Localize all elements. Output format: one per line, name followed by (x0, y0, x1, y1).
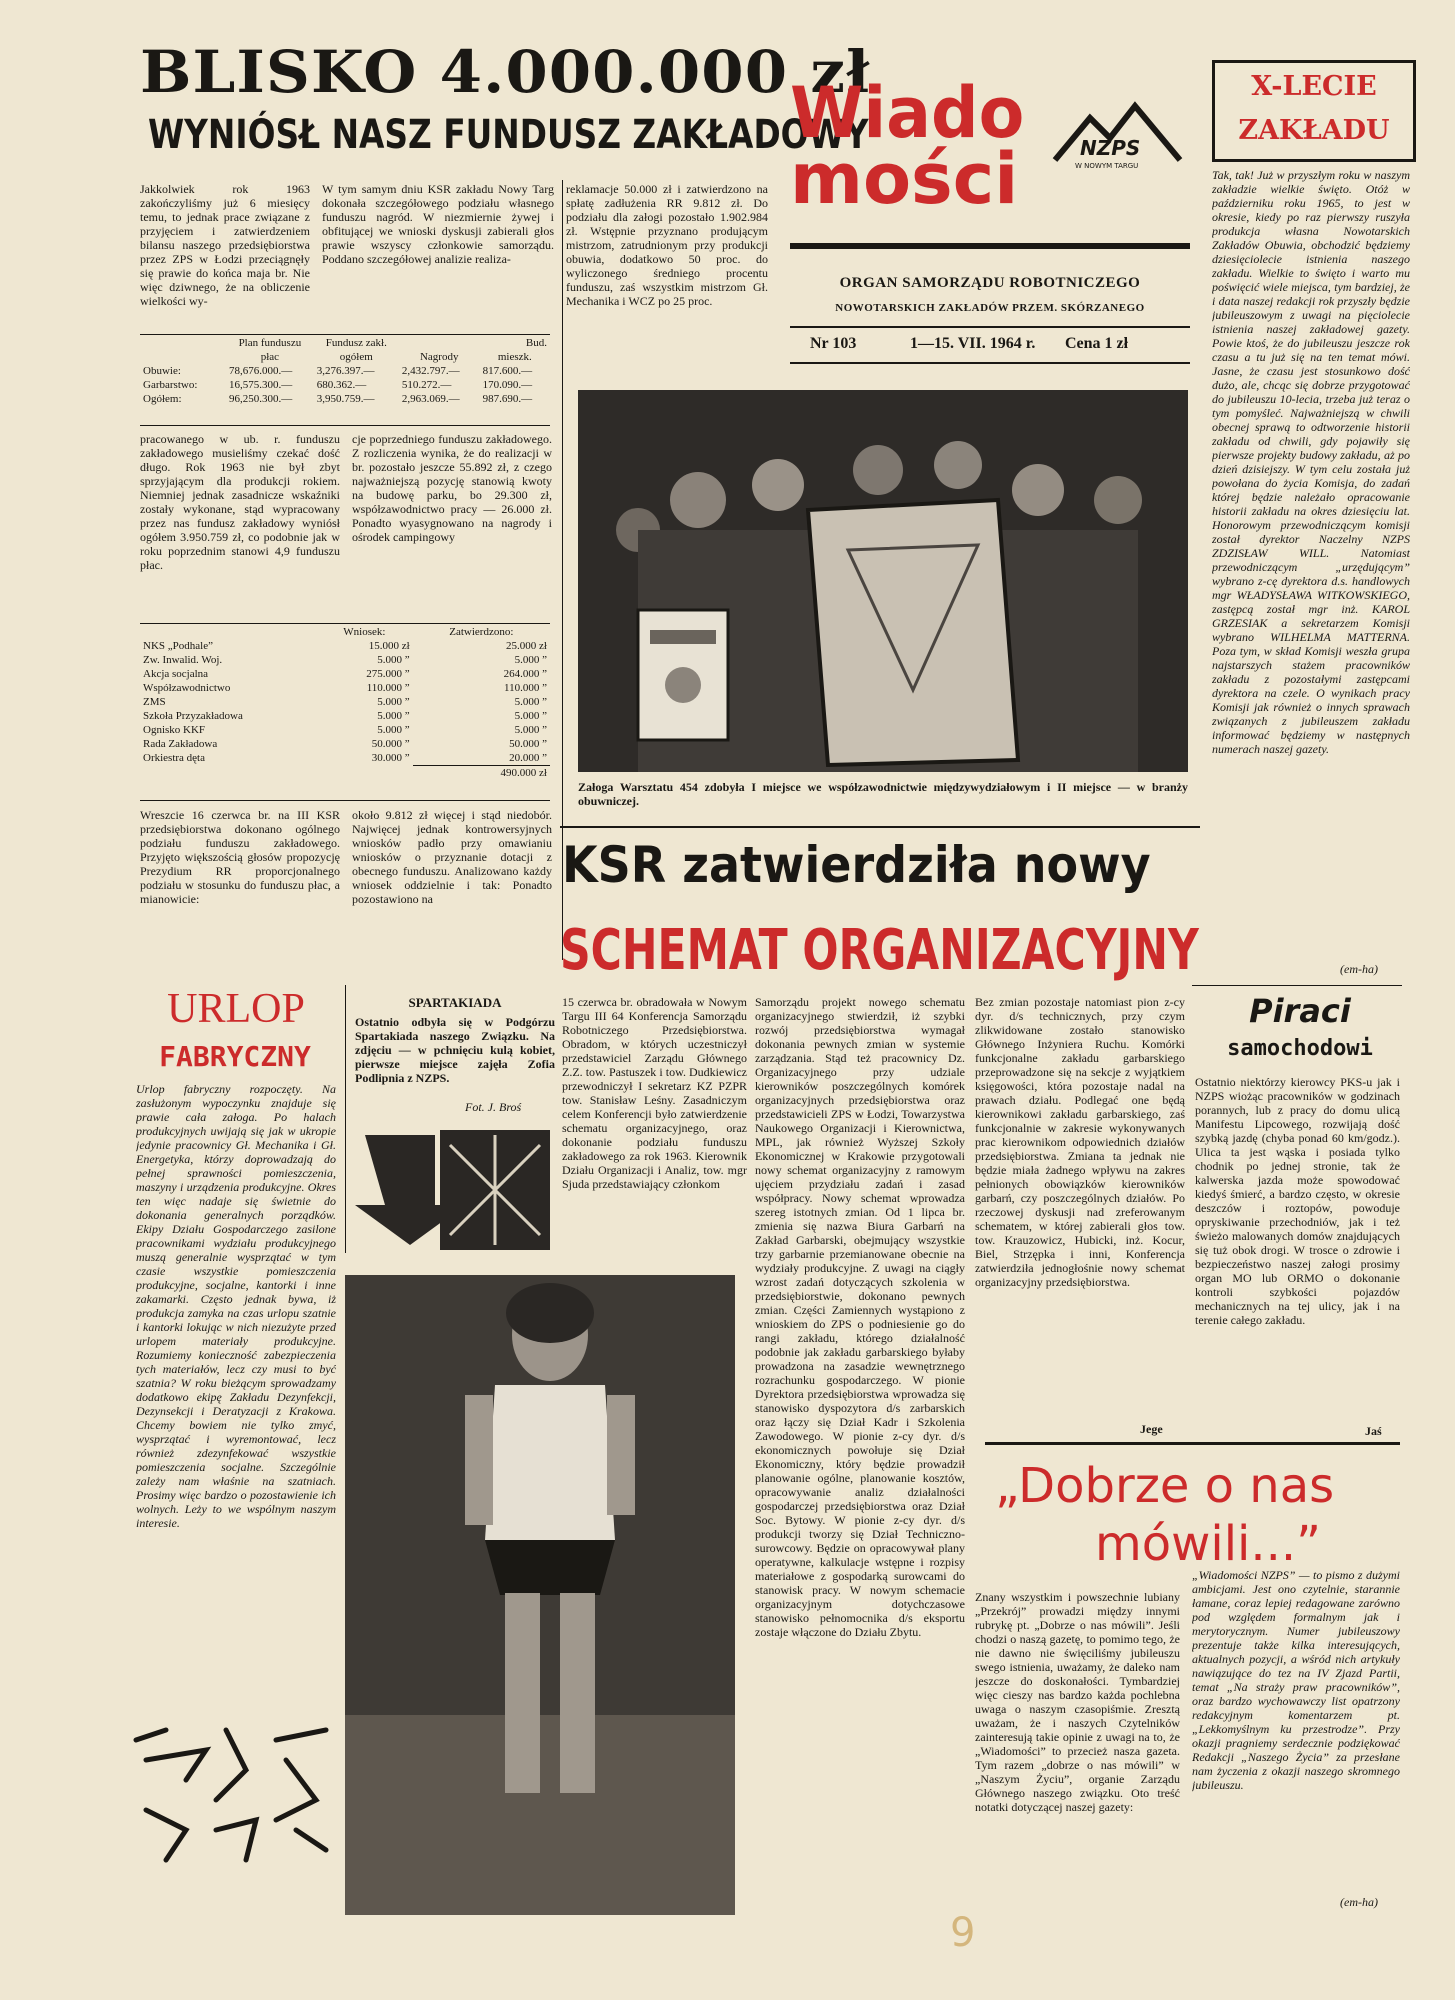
urlop-title-2: FABRYCZNY (159, 1040, 311, 1073)
spartakiada-photo-credit: Fot. J. Broś (465, 1100, 522, 1114)
team-photo-illustration (578, 390, 1188, 772)
ksr-col1: 15 czerwca br. obradowała w Nowym Targu III 64 Konferencja Samorządu Robotniczego Przedsiębiorstwa. Obradom, w których uczestniczył przedstawiciel Zarządu Głównego Z.Z. tow. Pastuszek i tow. Dudkiewicz przewodniczył I sekretarz KZ PZPR tow. Stanisław Leśny. Zasadniczym celem Konferencji było zatwierdzenie schematu organizacyjnego, oraz dokonanie podziału funduszu zakładowego za rok 1963. Kierownik Działu Organizacji i Analiz, tow. mgr Sjuda przedstawiający członkom (562, 995, 747, 1191)
fundusz-subheadline: WYNIÓSŁ NASZ FUNDUSZ ZAKŁADOWY (148, 112, 869, 158)
masthead-title-1: Wiado (790, 72, 1025, 154)
fundusz-col1: Jakkolwiek rok 1963 zakończyliśmy już 6 miesięcy temu, to jednak prace związane z przyjęciem i zatwierdzeniem bilansu naszego przedsiębiorstwa przez ZPS w Łodzi przeciągnęły się prawie do końca maja br. Nie więc dziwnego, że na obliczenie wielkości wy- (140, 182, 310, 308)
fundusz-col5: cje poprzedniego funduszu zakładowego. Z rozliczenia wynika, że do realizacji w br. pozostało jeszcze 55.892 zł, z czego najważniejszą pozycję stanowią kwoty na budowę parku, bo 29.300 zł, współzawodnictwo pracy — 26.000 zł. Ponadto wyasygnowano na nagrody i ośrodek campingowy (352, 432, 552, 544)
table-header: Fundusz zakł. (325, 337, 387, 349)
table-row: Współzawodnictwo 110.000 ” 110.000 ” (143, 682, 547, 694)
fundusz-col7: około 9.812 zł więcej i stąd niedobór. Najwięcej jednak kontrowersyjnych wniosków padło przy omawianiu wniosków o przyznanie dotacji z obecnego funduszu. Analizowano każdy wniosek oddzielnie i tak: Ponadto pozostawiono na (352, 808, 552, 906)
spartakiada-title: SPARTAKIADA (408, 995, 502, 1010)
nzps-logo-sub: W NOWYM TARGU (1075, 162, 1139, 170)
ksr-subheadline: SCHEMAT ORGANIZACYJNY (560, 918, 1199, 983)
table-row: Zw. Inwalid. Woj. 5.000 ” 5.000 ” (143, 654, 547, 666)
urlop-title-1: URLOP (167, 986, 305, 1032)
table-row: Akcja socjalna 275.000 ” 264.000 ” (143, 668, 547, 680)
table-header: Nagrody (419, 351, 459, 363)
piraci-title-2: samochodowi (1227, 1036, 1373, 1061)
spartakiada-text: Ostatnio odbyła się w Podgórzu Spartakiada naszego Związku. Na zdjęciu — w pchnięciu kulą kobiet, pierwsze miejsce zajęła Zofia Podlipnia z NZPS. (355, 1015, 555, 1085)
masthead-subtitle-2: NOWOTARSKICH ZAKŁADÓW PRZEM. SKÓRZANEGO (835, 302, 1145, 314)
piraci-title-1: Piraci (1249, 992, 1351, 1030)
ksr-col3: Bez zmian pozostaje natomiast pion z-cy dyr. d/s technicznych, przy czym zlikwidowane zostało stanowisko Głównego Inżyniera Ruchu. Komórki funkcjonalne zakładu garbarskiego przeprowadzone się na sekcje z wyjątkiem księgowości, która pozostaje nadal na prawach działu. Podlegać one będą kierownikowi zakładu garbarskiego, zaś funkcjonalnie w zakresie wykonywanych prac kierownikom odpowiednich działów przedsiębiorstwa. Zmiana ta jednak nie będzie miała żadnego wpływu na zakres pełnionych obowiązków kierowników garbarń, czy poszczególnych działów. Po rzeczowej dyskusji nad zreferowanym schematem, w której zabierali głos tow. tow. Krauzowicz, Hubicki, inż. Kocur, Biel, Strzępka i inni, Konferencja zatwierdziła jednogłośnie nowy schemat organizacyjny przedsiębiorstwa. (975, 995, 1185, 1289)
xlecie-signature: (em-ha) (1340, 962, 1378, 976)
table-header: Zatwierdzono: (449, 626, 514, 638)
table-row: Ogółem: 96,250.300.— 3,950.759.— 2,963.069.— 987.690.— (143, 393, 533, 405)
table-row: Orkiestra dęta 30.000 ” 20.000 ” (143, 752, 547, 765)
fundusz-col4: pracowanego w ub. r. funduszu zakładowego musieliśmy czekać dość długo. Rok 1963 nie był zbyt sprzyjającym dla produkcji rokiem. Niemniej jednak zasadnicze wskaźniki zostały wykonane, stąd wypracowany przez nas fundusz zakładowy wyniósł ogółem 3.950.759 zł, co podobnie jak w roku poprzednim stanowi 4,9 funduszu płac. (140, 432, 340, 572)
issue-number: Nr 103 (810, 335, 857, 352)
fundusz-table (140, 336, 550, 406)
xlecie-title-box (1212, 60, 1416, 162)
dobrze-col1: Znany wszystkim i powszechnie lubiany „Przekrój” prowadzi między innymi rubrykę pt. „Dobrze o nas mówili”. Jeśli chodzi o naszą gazetę, to pomimo tego, że nie dawno nie święciliśmy jubileuszu swego istnienia, uważamy, że daleko nam jeszcze do doskonałości. Tymbardziej więc cieszy nas bardzo każda pochlebna uwaga o naszym czasopiśmie. Zresztą uważam, że i naszych Czytelników zainteresują takie opinie z uwagi na to, że „Wiadomości” to przecież nasza gazeta. Tym razem „dobrze o nas mówili” w „Naszym Życiu”, organie Zarządu Głównego naszego związku. Oto treść notatki dotyczącej naszej gazety: (975, 1590, 1180, 1814)
piraci-text: Ostatnio niektórzy kierowcy PKS-u jak i NZPS wiożąc pracowników w godzinach porannych, lub z pracy do domu ulicą Manifestu Lipcowego, rozwijają dość szybką jazdę (chyba ponad 60 km/godz.). Ulica ta jest wąska i posiada tylko chodnik po jednej stronie, tak że kalwerska jazda może spowodować kiedyś śmierć, a bardzo często, w okresie deszczów i roztopów, powoduje opryskiwanie przechodniów, jak i też świeżo malowanych domów znajdujących się tuż obok drogi. W trosce o zdrowie i bezpieczeństwo naszej załogi prosimy organ MO lub ORMO o dokonanie kontroli szybkości pojazdów mechanicznych na tej ulicy, jak i na terenie całego zakładu. (1195, 1075, 1400, 1327)
decorative-sketch-icon (126, 1720, 336, 1870)
table-row: Szkoła Przyzakładowa 5.000 ” 5.000 ” (143, 710, 547, 722)
table-row: Garbarstwo: 16,575.300.— 680.362.— 510.272.— 170.090.— (143, 379, 533, 391)
spartakiada-graphic-icon (355, 1125, 555, 1255)
table-total: 490.000 zł (413, 766, 550, 781)
dobrze-signature: (em-ha) (1340, 1895, 1378, 1909)
fundusz-col3: reklamacje 50.000 zł i zatwierdzono na spłatę zadłużenia RR 9.812 zł. Do podziału dla załogi pozostało 1.902.984 zł. Wstępnie przyznano prodującym mistrzom, zatrudnionym przy produkcji obuwia, dodatkowo 50 proc. do wyliczonego średniego procentu funduszu, zaś wszystkim mistrzom Gł. Mechanika i WCZ po 25 proc. (566, 182, 768, 308)
fundusz-col2: W tym samym dniu KSR zakładu Nowy Targ dokonała szczegółowego podziału własnego funduszu nagród. W niezmiernie żywej i obfitującej we wnioski dyskusji zabierali głos prawie wszyscy członkowie samorządu. Poddano szczegółowej analizie realiza- (322, 182, 554, 266)
athlete-photo-illustration (345, 1275, 735, 1915)
nzps-logo: NZPS (1080, 136, 1141, 160)
issue-date: 1—15. VII. 1964 r. (910, 335, 1036, 352)
dobrze-title-2: mówili...” (1095, 1516, 1322, 1572)
urlop-text: Urlop fabryczny rozpoczęty. Na zasłużonym wypoczynku znajduje się prawie cała załoga. Po halach produkcyjnych uwijają się jak w ukropie jedynie pracownicy Gł. Mechanika i Gł. Energetyka, którzy doprowadzają do pełnej sprawności pomieszczenia, maszyny i urządzenia produkcyjne. Okres ten więc nadaje się świetnie do dokonania generalnych porządków. Ekipy Działu Gospodarczego zasilone pracownikami wydziału produkcyjnego muszą generalnie wysprzątać w tym czasie wszystkie pomieszczenia produkcyjne, socjalne, kantorki i inne zakamarki. Często jednak bywa, iż produkcja zamyka na czas urlopu szatnie i kantorki lokując w nich niezużyte przed urlopem materiały produkcyjne. Rozumiemy konieczność zabezpieczenia tych materiałów, lecz czy musi to być szatnia? W roku bieżącym sprowadzamy dodatkowo ekipę Zakładu Dezynfekcji, Dezynsekcji i Deratyzacji z Krakowa. Chcemy bowiem nie tylko zmyć, wysprzątać i wyremontować, lecz również zdezynfekować wszystkie pomieszczenia socjalne. Szczególnie zależy nam właśnie na szatniach. Prosimy więc bardzo o pozostawienie ich wolnych. Leży to we wspólnym naszym interesie. (136, 1082, 336, 1530)
dobrze-col2: „Wiadomości NZPS” — to pismo z dużymi ambicjami. Jest ono czytelnie, starannie łamane, coraz lepiej redagowane zarówno pod względem formalnym jak i merytorycznym. Numer jubileuszowy prezentuje także kilka interesujących, aktualnych pozycji, a wśród nich artykuły nawiązujące do tez na IV Zjazd Partii, temat „Na straży praw pracowników”, oraz bardzo wychowawczy list opatrzony redakcyjnym komentarzem pt. „Lekkomyślnym ku przestrodze”. Przy okazji pragniemy serdecznie podziękować Redakcji „Naszego Życia” za przesłane nam życzenia z okazji naszego skromnego jubileuszu. (1192, 1568, 1400, 1792)
athlete-photo (345, 1275, 735, 1915)
ksr-headline: KSR zatwierdziła nowy (562, 836, 1151, 894)
dotacje-table (140, 625, 550, 780)
table-header: ogółem (339, 351, 373, 363)
masthead-title-2: mości (790, 138, 1019, 220)
team-award-photo (578, 390, 1188, 772)
ksr-signature: Jege (1140, 1422, 1163, 1436)
table-header: Wniosek: (343, 626, 386, 638)
table-header: Plan funduszu (238, 337, 302, 349)
table-row: Ognisko KKF 5.000 ” 5.000 ” (143, 724, 547, 736)
table-header: Bud. (525, 337, 547, 349)
ksr-col2: Samorządu projekt nowego schematu organizacyjnego stwierdził, iż szybki rozwój przedsiębiorstwa wymagał dokonania pewnych zmian w systemie zarządzania. Stąd też pracownicy Dz. Organizacyjnego przy udziale kierowników poszczególnych komórek organizacyjnych przedsiębiorstwa oraz przedstawicieli ZPS w Łodzi, Towarzystwa Naukowego Organizacji i Kierownictwa, MPL, jak również Wyższej Szkoły Ekonomicznej w Krakowie przygotowali nowy schemat organizacyjny z ramowym ujęciem przydziału zadań i zasad współpracy. Nowy schemat wprowadza szereg istotnych zmian. Od 1 lipca br. zmienia się nazwa Biura Garbarń na Zakład Garbarski, obejmujący wszystkie trzy garbarnie przemianowane obecnie na wydziały produkcyjne. Z uwagi na ciągły wzrost zadań dotyczących szkolenia w przedsiębiorstwie, dokonano pewnych zmian. Części Zamiennych wystąpiono z wnioskiem do ZPS o podniesienie go do rangi zakładu, którego działalność podobnie jak zakładu garbarskiego byłaby prowadzona na zasadzie wewnętrznego rozrachunku gospodarczego. W pionie Dyrektora przedsiębiorstwa wprowadza się stanowisko dyspozytora d/s zarbarskich oraz łączy się Dział Kadr i Szkolenia Zawodowego. W pionie z-cy dyr. d/s ekonomicznych powołuje się Dział Ekonomiczny, który będzie prowadził planowanie ogólne, planowanie kosztów, opracowywanie analiz działalności gospodarczej przedsiębiorstwa oraz Dział Soc. Bytowy. W pionie z-cy dyr. d/s produkcji tworzy się Dział Techniczno-surowcowy. Będzie on opracowywał plany operatywne, kalkulacje wstępne i rozpisy materiałowe z gospodarką surowcami do stanowisk pracy. W nowym schemacie organizacyjnym dotychczasowe stanowisko pełnomocnika d/s eksportu zostaje włączone do Działu Zbytu. (755, 995, 965, 1639)
piraci-signature: Jaś (1365, 1424, 1382, 1438)
team-photo-caption: Załoga Warsztatu 454 zdobyła I miejsce we współzawodnictwie międzywydziałowym i II miejsce — w branży obuwniczej. (578, 780, 1188, 808)
fundusz-col6: Wreszcie 16 czerwca br. na III KSR przedsiębiorstwa dokonano ogólnego podziału funduszu zakładowego. Przyjęto większością głosów propozycję Prezydium RR proporcjonalnego podziału w stosunku do funduszu płac, a mianowicie: (140, 808, 340, 906)
xlecie-text: Tak, tak! Już w przyszłym roku w naszym zakładzie wielkie święto. Otóż w październiku roku 1965, to jest w okresie, kiedy po raz pierwszy ruszyła produkcja własna Nowotarskich Zakładów Obuwia, obchodzić będziemy dziesięciolecie istnienia naszego zakładu. Wielkie to święto i warto mu poświęcić wiele miejsca, tym bardziej, że i data naszej redakcji rok przyszły będzie jubileuszowym z uwagi na pięciolecie istnienia naszej zakładowej gazety. Powie ktoś, że do jubileuszu jeszcze rok czasu a tu już się na ten temat mówi. Jasne, że czasu jest stosunkowo dość dużo, ale, chcąc się dobrze przygotować do jubileuszu 10-lecia, trzeba już teraz o tym pomyśleć. Najważniejszą w chwili obecnej sprawą to odtworzenie historii zakładu od chwili, gdy pojawiły się pierwsze projekty budowy zakładu, aż po dzień dzisiejszy. W tym celu została już powołana do życia Komisja, do zadań której będzie należało opracowanie historii zakładu na okres dziesięciu lat. Honorowym przewodniczącym komisji został dyrektor Naczelny NZPS ZDZISŁAW WILL. Natomiast przewodniczącym „urzędującym” wybrano z-cę dyrektora d.s. handlowych mgr WŁADYSŁAWA WITKOWSKIEGO, zastępcą został mgr inż. KAROL GRZESIAK a sekretarzem Komisji wybrano WILHELMA MATTERNA. Poza tym, w skład Komisji weszła grupa najstarszych stażem pracowników zakładu z pozostałymi zastępcami dyrektora na czele. O wynikach pracy Komisji jak również o innych sprawach związanych z jubileuszem zakładu informować będziemy w następnych numerach naszej gazety. (1212, 168, 1410, 756)
masthead-subtitle-1: ORGAN SAMORZĄDU ROBOTNICZEGO (839, 275, 1141, 291)
table-header: płac (260, 351, 280, 363)
table-row: Rada Zakładowa 50.000 ” 50.000 ” (143, 738, 547, 750)
table-header: mieszk. (497, 351, 532, 363)
dobrze-title-1: „Dobrze o nas (995, 1458, 1335, 1514)
table-row: Obuwie: 78,676.000.— 3,276.397.— 2,432.797.— 817.600.— (143, 365, 533, 377)
xlecie-title-2: ZAKŁADU (1238, 115, 1390, 146)
table-row: ZMS 5.000 ” 5.000 ” (143, 696, 547, 708)
table-row: NKS „Podhale” 15.000 zł 25.000 zł (143, 640, 547, 652)
page-number-mark: 9 (950, 1910, 976, 1956)
masthead (790, 72, 1190, 248)
xlecie-title-1: X-LECIE (1251, 71, 1377, 102)
fundusz-headline: BLISKO 4.000.000 zł (140, 38, 871, 106)
issue-price: Cena 1 zł (1065, 335, 1129, 352)
